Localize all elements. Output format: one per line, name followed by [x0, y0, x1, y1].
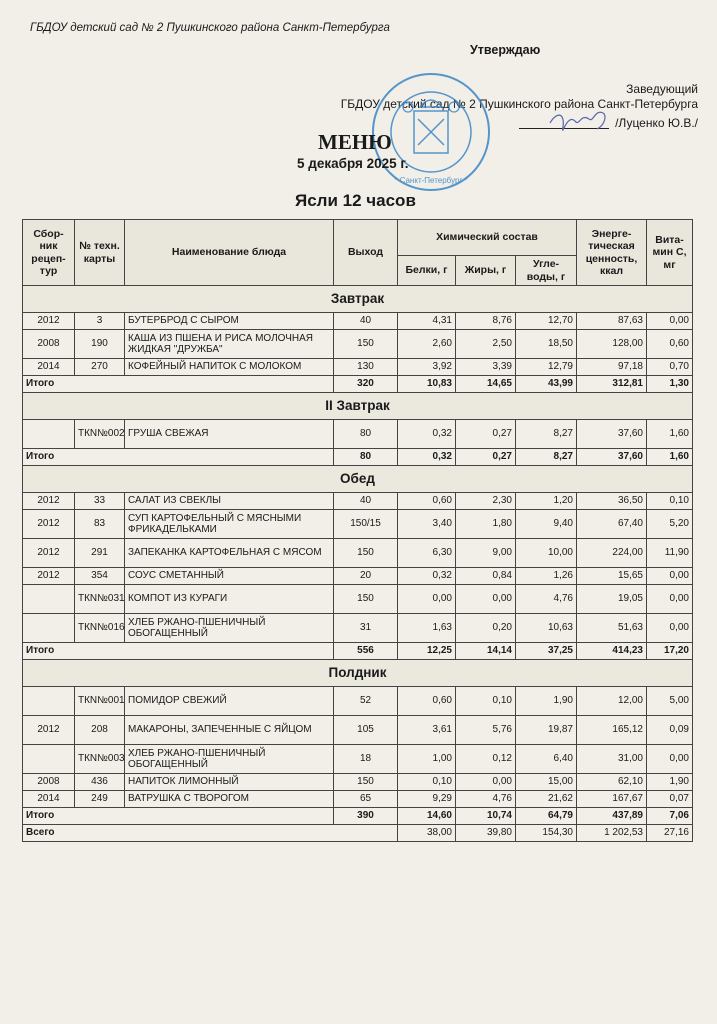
cell-carbs: 12,70	[516, 313, 577, 330]
total-vitc: 7,06	[647, 808, 693, 825]
cell-yield: 52	[334, 687, 398, 716]
total-fat: 10,74	[456, 808, 516, 825]
cell-yield: 40	[334, 313, 398, 330]
cell-collection: 2012	[23, 716, 75, 745]
cell-protein: 0,60	[398, 687, 456, 716]
approve-label: Утверждаю	[470, 43, 541, 57]
cell-yield: 130	[334, 359, 398, 376]
cell-tech-card: ТКN№001	[75, 687, 125, 716]
cell-energy: 87,63	[577, 313, 647, 330]
cell-energy: 128,00	[577, 330, 647, 359]
cell-fat: 3,39	[456, 359, 516, 376]
total-label: Итого	[23, 449, 334, 466]
total-label: Итого	[23, 376, 334, 393]
cell-collection	[23, 745, 75, 774]
cell-fat: 0,84	[456, 568, 516, 585]
cell-collection: 2008	[23, 330, 75, 359]
cell-protein: 3,92	[398, 359, 456, 376]
page-title: МЕНЮ	[318, 130, 392, 154]
table-row	[23, 585, 693, 614]
section-header	[23, 660, 693, 687]
menu-table	[22, 219, 693, 842]
head-position: Заведующий	[626, 82, 698, 96]
table-row	[23, 330, 693, 359]
cell-energy: 62,10	[577, 774, 647, 791]
total-label: Итого	[23, 643, 334, 660]
grand-total-label: Всего	[23, 825, 398, 842]
grand-total-row	[23, 825, 693, 842]
table-row	[23, 510, 693, 539]
cell-dish: САЛАТ ИЗ СВЕКЛЫ	[125, 493, 334, 510]
cell-collection: 2012	[23, 568, 75, 585]
cell-carbs: 12,79	[516, 359, 577, 376]
grand-total-fat: 39,80	[456, 825, 516, 842]
section-total-row	[23, 376, 693, 393]
table-row	[23, 687, 693, 716]
table-row	[23, 493, 693, 510]
cell-dish: ГРУША СВЕЖАЯ	[125, 420, 334, 449]
col-vitc: Вита-мин С, мг	[647, 220, 693, 286]
cell-tech-card: 83	[75, 510, 125, 539]
signature-icon	[545, 103, 615, 143]
cell-dish: ВАТРУШКА С ТВОРОГОМ	[125, 791, 334, 808]
cell-vitc: 0,09	[647, 716, 693, 745]
cell-collection: 2012	[23, 313, 75, 330]
cell-energy: 165,12	[577, 716, 647, 745]
col-collection: Сбор-ник рецеп-тур	[23, 220, 75, 286]
table-row	[23, 420, 693, 449]
cell-vitc: 0,60	[647, 330, 693, 359]
cell-collection	[23, 585, 75, 614]
total-yield: 80	[334, 449, 398, 466]
section-total-row	[23, 808, 693, 825]
cell-carbs: 15,00	[516, 774, 577, 791]
cell-tech-card: ТКN№016	[75, 614, 125, 643]
cell-carbs: 10,63	[516, 614, 577, 643]
cell-protein: 1,63	[398, 614, 456, 643]
cell-dish: ЗАПЕКАНКА КАРТОФЕЛЬНАЯ С МЯСОМ	[125, 539, 334, 568]
cell-tech-card: 3	[75, 313, 125, 330]
section-title: II Завтрак	[23, 393, 693, 420]
table-row	[23, 614, 693, 643]
total-protein: 0,32	[398, 449, 456, 466]
cell-yield: 150	[334, 774, 398, 791]
cell-yield: 40	[334, 493, 398, 510]
cell-carbs: 1,90	[516, 687, 577, 716]
section-header	[23, 466, 693, 493]
cell-dish: НАПИТОК ЛИМОННЫЙ	[125, 774, 334, 791]
col-fat: Жиры, г	[456, 256, 516, 286]
cell-dish: МАКАРОНЫ, ЗАПЕЧЕННЫЕ С ЯЙЦОМ	[125, 716, 334, 745]
cell-vitc: 0,70	[647, 359, 693, 376]
total-vitc: 17,20	[647, 643, 693, 660]
cell-energy: 19,05	[577, 585, 647, 614]
cell-tech-card: ТКN№002	[75, 420, 125, 449]
total-fat: 14,14	[456, 643, 516, 660]
cell-yield: 18	[334, 745, 398, 774]
cell-fat: 5,76	[456, 716, 516, 745]
cell-fat: 9,00	[456, 539, 516, 568]
cell-tech-card: 190	[75, 330, 125, 359]
cell-tech-card: 33	[75, 493, 125, 510]
cell-protein: 2,60	[398, 330, 456, 359]
cell-protein: 4,31	[398, 313, 456, 330]
table-row	[23, 359, 693, 376]
cell-fat: 0,00	[456, 585, 516, 614]
cell-fat: 2,30	[456, 493, 516, 510]
total-label: Итого	[23, 808, 334, 825]
total-yield: 320	[334, 376, 398, 393]
cell-tech-card: 354	[75, 568, 125, 585]
total-fat: 14,65	[456, 376, 516, 393]
table-row	[23, 568, 693, 585]
cell-vitc: 0,07	[647, 791, 693, 808]
total-yield: 390	[334, 808, 398, 825]
cell-energy: 15,65	[577, 568, 647, 585]
cell-collection: 2014	[23, 359, 75, 376]
cell-carbs: 19,87	[516, 716, 577, 745]
cell-protein: 0,32	[398, 568, 456, 585]
cell-vitc: 1,90	[647, 774, 693, 791]
cell-fat: 0,20	[456, 614, 516, 643]
col-yield: Выход	[334, 220, 398, 286]
cell-fat: 0,27	[456, 420, 516, 449]
cell-vitc: 0,10	[647, 493, 693, 510]
menu-date: 5 декабря 2025 г.	[297, 156, 409, 171]
grand-total-carbs: 154,30	[516, 825, 577, 842]
cell-energy: 37,60	[577, 420, 647, 449]
cell-energy: 12,00	[577, 687, 647, 716]
cell-carbs: 10,00	[516, 539, 577, 568]
cell-fat: 0,10	[456, 687, 516, 716]
grand-total-protein: 38,00	[398, 825, 456, 842]
cell-protein: 9,29	[398, 791, 456, 808]
total-energy: 312,81	[577, 376, 647, 393]
cell-yield: 65	[334, 791, 398, 808]
cell-fat: 0,12	[456, 745, 516, 774]
col-energy: Энерге-тическая ценность, ккал	[577, 220, 647, 286]
cell-tech-card: 208	[75, 716, 125, 745]
cell-yield: 20	[334, 568, 398, 585]
cell-vitc: 0,00	[647, 745, 693, 774]
cell-vitc: 1,60	[647, 420, 693, 449]
cell-collection: 2012	[23, 539, 75, 568]
cell-carbs: 6,40	[516, 745, 577, 774]
cell-protein: 3,61	[398, 716, 456, 745]
cell-tech-card: 270	[75, 359, 125, 376]
head-organization: ГБДОУ детский сад № 2 Пушкинского района Санкт-Петербурга	[340, 97, 698, 111]
cell-energy: 97,18	[577, 359, 647, 376]
cell-carbs: 4,76	[516, 585, 577, 614]
cell-protein: 0,60	[398, 493, 456, 510]
total-energy: 437,89	[577, 808, 647, 825]
section-total-row	[23, 643, 693, 660]
total-carbs: 8,27	[516, 449, 577, 466]
cell-tech-card: 249	[75, 791, 125, 808]
cell-tech-card: 291	[75, 539, 125, 568]
cell-dish: СОУС СМЕТАННЫЙ	[125, 568, 334, 585]
head-name: /Луценко Ю.В./	[615, 116, 698, 130]
cell-dish: ПОМИДОР СВЕЖИЙ	[125, 687, 334, 716]
cell-vitc: 0,00	[647, 568, 693, 585]
table-row	[23, 539, 693, 568]
cell-energy: 51,63	[577, 614, 647, 643]
cell-energy: 224,00	[577, 539, 647, 568]
cell-fat: 1,80	[456, 510, 516, 539]
organization-line: ГБДОУ детский сад № 2 Пушкинского района Санкт-Петербурга	[30, 22, 390, 34]
cell-tech-card: 436	[75, 774, 125, 791]
table-row	[23, 774, 693, 791]
cell-energy: 67,40	[577, 510, 647, 539]
cell-carbs: 1,26	[516, 568, 577, 585]
section-title: Полдник	[23, 660, 693, 687]
svg-text:* Санкт-Петербург *: * Санкт-Петербург *	[394, 176, 468, 185]
section-header	[23, 393, 693, 420]
total-fat: 0,27	[456, 449, 516, 466]
cell-collection: 2012	[23, 510, 75, 539]
cell-vitc: 0,00	[647, 585, 693, 614]
total-protein: 14,60	[398, 808, 456, 825]
cell-protein: 6,30	[398, 539, 456, 568]
cell-yield: 31	[334, 614, 398, 643]
cell-vitc: 5,20	[647, 510, 693, 539]
total-carbs: 64,79	[516, 808, 577, 825]
cell-yield: 80	[334, 420, 398, 449]
cell-carbs: 18,50	[516, 330, 577, 359]
cell-vitc: 0,00	[647, 614, 693, 643]
cell-fat: 8,76	[456, 313, 516, 330]
total-carbs: 37,25	[516, 643, 577, 660]
grand-total-energy: 1 202,53	[577, 825, 647, 842]
table-row	[23, 745, 693, 774]
cell-dish: ХЛЕБ РЖАНО-ПШЕНИЧНЫЙ ОБОГАЩЕННЫЙ	[125, 745, 334, 774]
table-row	[23, 716, 693, 745]
cell-vitc: 5,00	[647, 687, 693, 716]
cell-fat: 0,00	[456, 774, 516, 791]
cell-dish: КАША ИЗ ПШЕНА И РИСА МОЛОЧНАЯ ЖИДКАЯ "ДРУЖБА"	[125, 330, 334, 359]
section-title: Обед	[23, 466, 693, 493]
cell-carbs: 9,40	[516, 510, 577, 539]
cell-protein: 0,32	[398, 420, 456, 449]
total-yield: 556	[334, 643, 398, 660]
menu-body	[23, 286, 693, 842]
total-protein: 12,25	[398, 643, 456, 660]
cell-yield: 150	[334, 585, 398, 614]
col-carbs: Угле-воды, г	[516, 256, 577, 286]
cell-fat: 4,76	[456, 791, 516, 808]
cell-collection	[23, 614, 75, 643]
grand-total-vitc: 27,16	[647, 825, 693, 842]
total-vitc: 1,30	[647, 376, 693, 393]
cell-energy: 36,50	[577, 493, 647, 510]
cell-collection: 2014	[23, 791, 75, 808]
menu-group: Ясли 12 часов	[295, 191, 416, 210]
col-dish: Наименование блюда	[125, 220, 334, 286]
section-total-row	[23, 449, 693, 466]
cell-protein: 0,10	[398, 774, 456, 791]
cell-tech-card: ТКN№031	[75, 585, 125, 614]
cell-dish: КОМПОТ ИЗ КУРАГИ	[125, 585, 334, 614]
col-chem: Химический состав	[398, 220, 577, 256]
total-protein: 10,83	[398, 376, 456, 393]
cell-energy: 31,00	[577, 745, 647, 774]
cell-collection: 2012	[23, 493, 75, 510]
col-protein: Белки, г	[398, 256, 456, 286]
cell-vitc: 11,90	[647, 539, 693, 568]
cell-collection: 2008	[23, 774, 75, 791]
cell-yield: 150	[334, 539, 398, 568]
section-title: Завтрак	[23, 286, 693, 313]
cell-dish: КОФЕЙНЫЙ НАПИТОК С МОЛОКОМ	[125, 359, 334, 376]
cell-tech-card: ТКN№003	[75, 745, 125, 774]
total-energy: 414,23	[577, 643, 647, 660]
cell-carbs: 1,20	[516, 493, 577, 510]
cell-collection	[23, 687, 75, 716]
table-row	[23, 791, 693, 808]
cell-protein: 1,00	[398, 745, 456, 774]
cell-fat: 2,50	[456, 330, 516, 359]
cell-yield: 150	[334, 330, 398, 359]
cell-vitc: 0,00	[647, 313, 693, 330]
cell-carbs: 8,27	[516, 420, 577, 449]
cell-yield: 105	[334, 716, 398, 745]
cell-protein: 3,40	[398, 510, 456, 539]
cell-dish: СУП КАРТОФЕЛЬНЫЙ С МЯСНЫМИ ФРИКАДЕЛЬКАМИ	[125, 510, 334, 539]
total-carbs: 43,99	[516, 376, 577, 393]
total-energy: 37,60	[577, 449, 647, 466]
cell-dish: БУТЕРБРОД С СЫРОМ	[125, 313, 334, 330]
cell-collection	[23, 420, 75, 449]
table-row	[23, 313, 693, 330]
cell-yield: 150/15	[334, 510, 398, 539]
cell-energy: 167,67	[577, 791, 647, 808]
cell-dish: ХЛЕБ РЖАНО-ПШЕНИЧНЫЙ ОБОГАЩЕННЫЙ	[125, 614, 334, 643]
total-vitc: 1,60	[647, 449, 693, 466]
col-tech-card: № техн. карты	[75, 220, 125, 286]
cell-carbs: 21,62	[516, 791, 577, 808]
cell-protein: 0,00	[398, 585, 456, 614]
section-header	[23, 286, 693, 313]
